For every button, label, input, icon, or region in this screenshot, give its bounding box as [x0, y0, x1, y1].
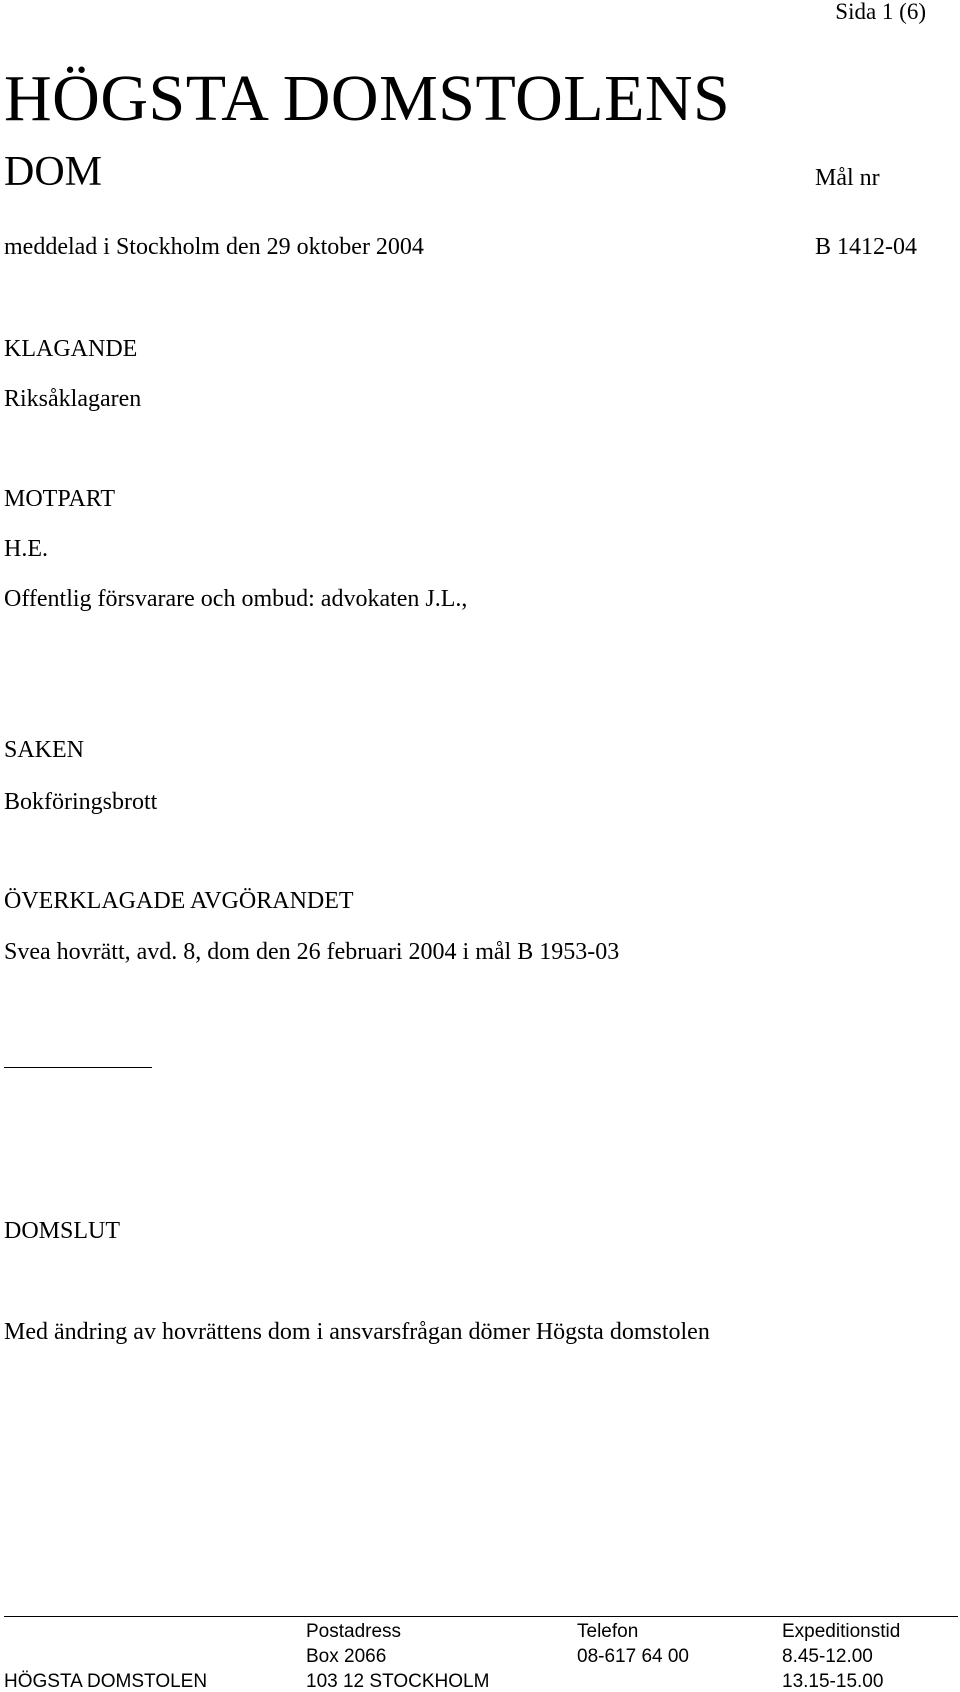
judgment-heading: DOMSLUT: [4, 1218, 121, 1244]
matter-heading: SAKEN: [4, 737, 85, 763]
court-title: HÖGSTA DOMSTOLENS: [4, 62, 731, 135]
footer-divider: [4, 1616, 958, 1617]
judgment-text: Med ändring av hovrättens dom i ansvarsfrågan dömer Högsta domstolen: [4, 1319, 710, 1345]
footer-hours-label: Expeditionstid: [782, 1621, 901, 1642]
footer-postal-city: 103 12 STOCKHOLM: [306, 1671, 490, 1692]
issued-line: meddelad i Stockholm den 29 oktober 2004: [4, 234, 424, 260]
footer-postal-box: Box 2066: [306, 1646, 387, 1667]
appealed-decision-heading: ÖVERKLAGADE AVGÖRANDET: [4, 888, 354, 914]
counsel-line: Offentlig försvarare och ombud: advokaten J.L.,: [4, 586, 468, 612]
appellant-name: Riksåklagaren: [4, 386, 142, 412]
case-number: B 1412-04: [815, 234, 917, 260]
case-number-label: Mål nr: [815, 165, 880, 191]
document-type: DOM: [4, 149, 103, 195]
appealed-decision-value: Svea hovrätt, avd. 8, dom den 26 februari 2004 i mål B 1953-03: [4, 939, 620, 965]
footer-phone-label: Telefon: [577, 1621, 639, 1642]
section-divider: [4, 1067, 152, 1068]
respondent-name: H.E.: [4, 536, 48, 562]
footer-postal-label: Postadress: [306, 1621, 402, 1642]
footer-hours-afternoon: 13.15-15.00: [782, 1671, 884, 1692]
appellant-heading: KLAGANDE: [4, 336, 138, 362]
footer-hours-morning: 8.45-12.00: [782, 1646, 873, 1667]
footer-court-name: HÖGSTA DOMSTOLEN: [4, 1671, 208, 1692]
matter-value: Bokföringsbrott: [4, 789, 158, 815]
respondent-heading: MOTPART: [4, 486, 116, 512]
footer-phone: 08-617 64 00: [577, 1646, 689, 1667]
page-indicator: Sida 1 (6): [835, 0, 926, 24]
